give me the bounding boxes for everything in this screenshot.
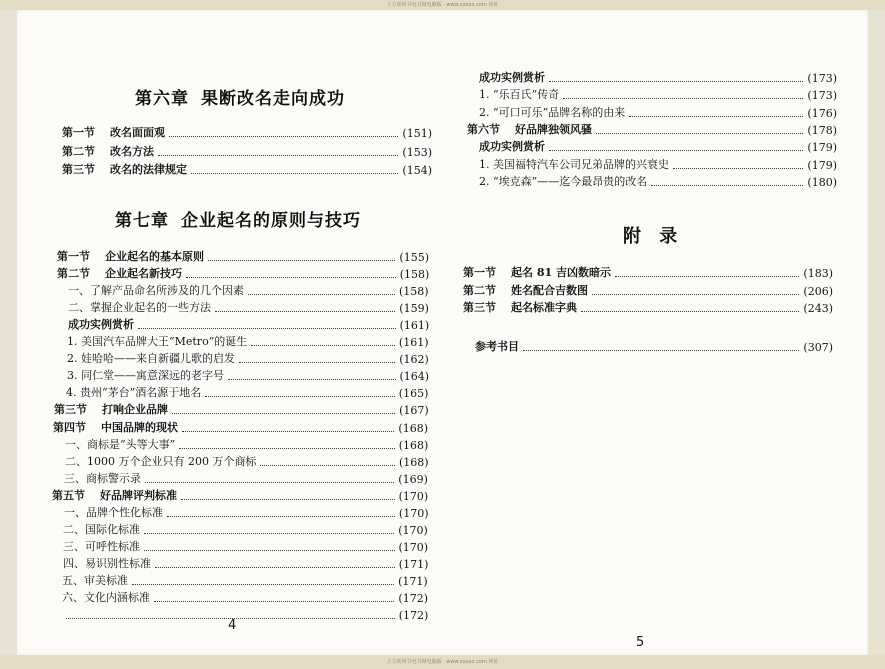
entry-page: (170) — [398, 489, 429, 503]
entry-page: (170) — [398, 506, 429, 520]
toc-entry — [62, 161, 432, 177]
entry-page: (161) — [399, 319, 430, 333]
leader-dots — [592, 294, 799, 295]
chapter-7-title: 企业起名的原则与技巧 — [181, 211, 361, 231]
entry-page: (151) — [402, 127, 432, 140]
entry-title: 打响企业品牌 — [102, 403, 168, 417]
entry-page: (176) — [807, 106, 837, 120]
entry-title: 2. “埃克森”——迄今最昂贵的改名 — [479, 174, 648, 188]
entry-page: (179) — [807, 141, 837, 155]
toc-entry — [463, 299, 833, 315]
leader-dots — [629, 116, 803, 117]
chapter-7-number: 第七章 — [115, 211, 169, 231]
entry-title: 改名的法律规定 — [110, 163, 187, 176]
references-entry — [475, 338, 833, 354]
entry-title: 成功实例赏析 — [479, 140, 545, 154]
entry-page: (243) — [803, 302, 833, 315]
entry-page: (171) — [398, 557, 429, 571]
toc-entry — [52, 487, 428, 503]
toc-entry — [68, 282, 429, 298]
leader-dots — [251, 345, 395, 346]
entry-page: (178) — [807, 123, 837, 137]
entry-title: 二、国际化标准 — [63, 522, 140, 536]
toc-entry — [68, 316, 429, 332]
entry-title: 好品牌评判标准 — [100, 488, 177, 502]
leader-dots — [179, 448, 394, 449]
footer-banner: 上方新网书电书城电脑版 · www.xxxxx.com 网址 — [0, 655, 885, 669]
toc-entry — [479, 138, 837, 154]
entry-page: (158) — [399, 285, 429, 299]
left-page-number: 4 — [228, 618, 237, 633]
section-number: 第三节 — [463, 301, 496, 314]
entry-page: (173) — [807, 72, 837, 85]
toc-entry — [53, 419, 428, 435]
leader-dots — [549, 150, 803, 151]
entry-title: 起名 81 吉凶数暗示 — [511, 266, 611, 279]
header-banner: 上方新网书电书城电脑版 · www.xxxxx.com 网址 — [0, 0, 885, 10]
entry-title: 五、审美标准 — [62, 573, 128, 587]
entry-page: (180) — [807, 175, 837, 189]
chapter-6-heading — [135, 84, 345, 109]
entry-title: 三、商标警示录 — [64, 471, 141, 485]
toc-entry — [65, 436, 428, 452]
leader-dots — [228, 379, 396, 380]
chapter-7-heading — [115, 206, 361, 231]
leader-dots — [145, 482, 394, 483]
entry-title: 1. 美国汽车品牌大王“Metro”的诞生 — [67, 335, 248, 349]
entry-title: 三、可呼性标准 — [63, 539, 140, 553]
entry-page: (165) — [398, 387, 429, 401]
entry-page: (183) — [803, 267, 833, 280]
toc-entry — [63, 555, 428, 571]
entry-title: 1. “乐百氏”传奇 — [479, 88, 560, 102]
toc-entry — [62, 143, 432, 159]
toc-entry — [67, 367, 429, 383]
entry-page: (170) — [398, 540, 429, 554]
entry-page: (172) — [398, 609, 429, 623]
section-number: 第四节 — [53, 420, 86, 434]
leader-dots — [205, 396, 395, 397]
toc-entry — [65, 453, 429, 469]
entry-page: (206) — [803, 284, 833, 298]
section-number: 第二节 — [463, 283, 496, 297]
entry-page: (179) — [807, 158, 837, 172]
toc-entry — [479, 173, 837, 189]
entry-page: (169) — [398, 472, 428, 486]
entry-title: 改名方法 — [110, 144, 154, 158]
toc-entry — [479, 156, 837, 172]
toc-entry — [463, 264, 833, 280]
toc-entry — [467, 121, 837, 137]
toc-entry — [57, 265, 429, 281]
leader-dots — [215, 311, 395, 312]
leader-dots — [673, 168, 803, 169]
entry-page: (167) — [399, 404, 429, 418]
toc-entry — [67, 350, 429, 366]
entry-title: 起名标准字典 — [511, 301, 577, 314]
toc-entry — [479, 69, 837, 85]
leader-dots — [172, 413, 395, 414]
entry-page: (170) — [398, 523, 428, 537]
entry-page: (158) — [399, 268, 430, 282]
entry-page: (153) — [402, 145, 432, 159]
references-title: 参考书目 — [475, 340, 519, 353]
toc-entry — [463, 282, 833, 298]
toc-entry — [67, 333, 429, 349]
leader-dots — [138, 328, 396, 329]
entry-title: 四、易识别性标准 — [63, 556, 151, 570]
leader-dots — [581, 311, 799, 312]
leader-dots — [167, 516, 395, 517]
leader-dots — [154, 601, 394, 602]
toc-entry — [63, 538, 428, 554]
entry-title: 成功实例赏析 — [479, 71, 545, 84]
leader-dots — [651, 185, 803, 186]
entry-title: 一、商标是“头等大事” — [65, 437, 176, 451]
entry-title: 成功实例赏析 — [68, 318, 134, 332]
toc-entry — [57, 248, 429, 264]
leader-dots — [615, 276, 799, 277]
entry-page: (171) — [398, 574, 428, 588]
leader-dots — [523, 350, 799, 351]
entry-title: 改名面面观 — [110, 126, 165, 139]
entry-page: (154) — [402, 164, 432, 177]
entry-title: 好品牌独领风骚 — [515, 122, 592, 136]
toc-entry — [62, 572, 428, 588]
entry-page: (172) — [398, 592, 428, 605]
entry-title: 企业起名的基本原则 — [105, 250, 204, 263]
leader-dots — [155, 567, 395, 568]
leader-dots — [181, 499, 395, 500]
entry-page: (168) — [398, 438, 429, 452]
entry-title: 3. 同仁堂——寓意深远的老字号 — [67, 369, 224, 383]
entry-title: 2. 娃哈哈——来自新疆儿歌的启发 — [67, 352, 235, 366]
toc-entry — [479, 86, 837, 102]
toc-entry — [68, 299, 429, 315]
leader-dots — [182, 431, 394, 432]
leader-dots — [132, 584, 394, 585]
toc-entry — [63, 521, 428, 537]
toc-entry — [62, 589, 428, 605]
leader-dots — [260, 465, 395, 466]
leader-dots — [144, 533, 394, 534]
leader-dots — [549, 81, 803, 82]
toc-entry — [54, 401, 429, 417]
section-number: 第三节 — [62, 163, 95, 176]
section-number: 第六节 — [467, 122, 500, 136]
section-number: 第三节 — [54, 403, 87, 417]
right-page-number: 5 — [636, 635, 645, 650]
appendix-heading: 附 录 — [623, 226, 684, 247]
toc-entry — [479, 104, 837, 120]
section-number: 第二节 — [62, 144, 95, 158]
chapter-6-number: 第六章 — [135, 89, 189, 109]
entry-title: 2. “可口可乐”品牌名称的由来 — [479, 105, 626, 119]
entry-page: (168) — [399, 455, 429, 469]
entry-title: 二、1000 万个企业只有 200 万个商标 — [65, 454, 257, 468]
toc-entry — [64, 470, 428, 486]
entry-page: (173) — [807, 89, 837, 103]
entry-page: (162) — [399, 353, 429, 367]
toc-entry — [64, 504, 429, 520]
leader-dots — [158, 155, 398, 156]
leader-dots — [596, 133, 803, 134]
section-number: 第一节 — [463, 266, 496, 279]
toc-entry — [62, 606, 428, 622]
entry-title: 六、文化内涵标准 — [62, 591, 150, 604]
toc-entry — [66, 384, 428, 400]
entry-title: 一、了解产品命名所涉及的几个因素 — [68, 284, 244, 298]
entry-title: 姓名配合吉数图 — [511, 283, 588, 297]
entry-title: 一、品牌个性化标准 — [64, 505, 163, 519]
leader-dots — [239, 362, 395, 363]
leader-dots — [208, 260, 395, 261]
entry-page: (168) — [398, 421, 428, 435]
leader-dots — [191, 173, 398, 174]
entry-page: (159) — [399, 302, 429, 316]
entry-title: 1. 美国福特汽车公司兄弟品牌的兴衰史 — [479, 157, 669, 171]
leader-dots — [186, 277, 396, 278]
leader-dots — [248, 294, 395, 295]
references-page: (307) — [803, 341, 833, 354]
entry-title: 4. 贵州“茅台”酒名源于地名 — [66, 386, 202, 400]
entry-title: 二、掌握企业起名的一些方法 — [68, 301, 211, 315]
entry-page: (161) — [398, 336, 429, 350]
chapter-6-title: 果断改名走向成功 — [201, 89, 345, 109]
section-number: 第一节 — [57, 250, 90, 263]
entry-title: 中国品牌的现状 — [101, 420, 178, 434]
leader-dots — [169, 136, 398, 137]
section-number: 第二节 — [57, 267, 90, 281]
scanned-spread — [17, 10, 868, 655]
leader-dots — [563, 98, 803, 99]
section-number: 第一节 — [62, 126, 95, 139]
section-number: 第五节 — [52, 488, 85, 502]
leader-dots — [144, 550, 395, 551]
entry-page: (164) — [399, 370, 430, 384]
entry-page: (155) — [399, 251, 429, 264]
toc-entry — [62, 124, 432, 140]
entry-title: 企业起名新技巧 — [105, 267, 182, 281]
